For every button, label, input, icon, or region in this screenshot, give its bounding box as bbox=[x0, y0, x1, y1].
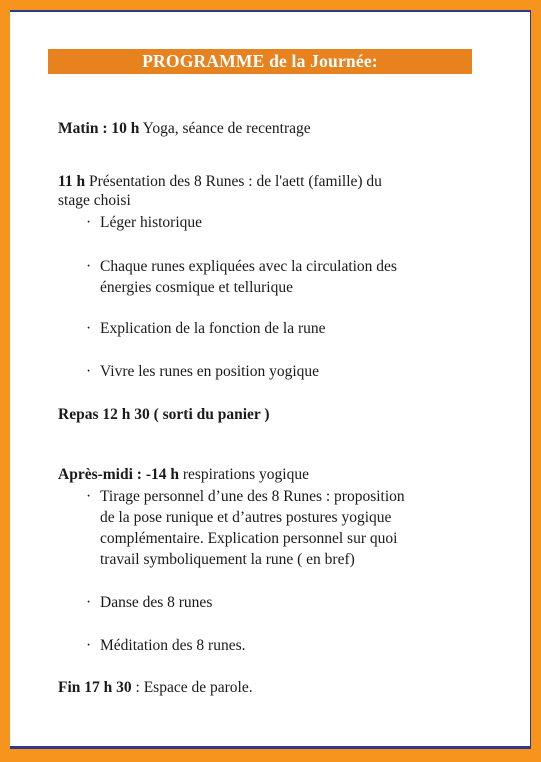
list-item bbox=[86, 256, 482, 298]
list-item bbox=[86, 212, 482, 233]
list-item bbox=[86, 592, 482, 613]
bullet-marker: · bbox=[86, 363, 92, 380]
list-item-text: travail symboliquement la rune ( en bref) bbox=[100, 551, 355, 568]
list-item-text: énergies cosmique et tellurique bbox=[100, 279, 293, 296]
afternoon-line bbox=[58, 465, 309, 484]
bullet-marker: · bbox=[86, 594, 92, 611]
eleven-line-2: stage choisi bbox=[58, 192, 131, 209]
list-item-text: Vivre les runes en position yogique bbox=[100, 363, 320, 380]
eleven-text: Présentation des 8 Runes : de l'aett (famille) du bbox=[85, 173, 382, 190]
list-item bbox=[86, 635, 482, 656]
lunch-line bbox=[58, 405, 270, 424]
morning-line bbox=[58, 119, 311, 138]
eleven-line bbox=[58, 172, 382, 191]
afternoon-time: Après-midi : -14 h bbox=[58, 466, 179, 483]
bullet-marker: · bbox=[86, 320, 92, 337]
morning-text: Yoga, séance de recentrage bbox=[139, 120, 311, 137]
list-item-text: Méditation des 8 runes. bbox=[100, 637, 246, 654]
list-item bbox=[86, 318, 482, 339]
list-item bbox=[86, 361, 482, 382]
list-item-text: Chaque runes expliquées avec la circulation des bbox=[100, 258, 397, 275]
morning-time: Matin : 10 h bbox=[58, 120, 140, 137]
end-text: : Espace de parole. bbox=[131, 679, 253, 696]
list-item-text: complémentaire. Explication personnel sur quoi bbox=[100, 530, 398, 547]
bullet-marker: · bbox=[86, 258, 92, 275]
list-item-text: Léger historique bbox=[100, 214, 203, 231]
list-item bbox=[86, 486, 482, 570]
lunch-label: Repas 12 h 30 ( sorti du panier ) bbox=[58, 406, 270, 423]
eleven-time: 11 h bbox=[58, 173, 86, 190]
bullet-marker: · bbox=[86, 488, 92, 505]
list-item-text: de la pose runique et d’autres postures yogique bbox=[100, 509, 392, 526]
end-time: Fin 17 h 30 bbox=[58, 679, 132, 696]
list-item-text: Danse des 8 runes bbox=[100, 594, 213, 611]
list-item-text: Explication de la fonction de la rune bbox=[100, 320, 326, 337]
bullet-marker: · bbox=[86, 637, 92, 654]
list-item-text: Tirage personnel d’une des 8 Runes : proposition bbox=[100, 488, 405, 505]
program-title: PROGRAMME de la Journée: bbox=[48, 49, 472, 74]
afternoon-text: respirations yogique bbox=[178, 466, 309, 483]
end-line bbox=[58, 678, 253, 697]
bullet-marker: · bbox=[86, 214, 92, 231]
